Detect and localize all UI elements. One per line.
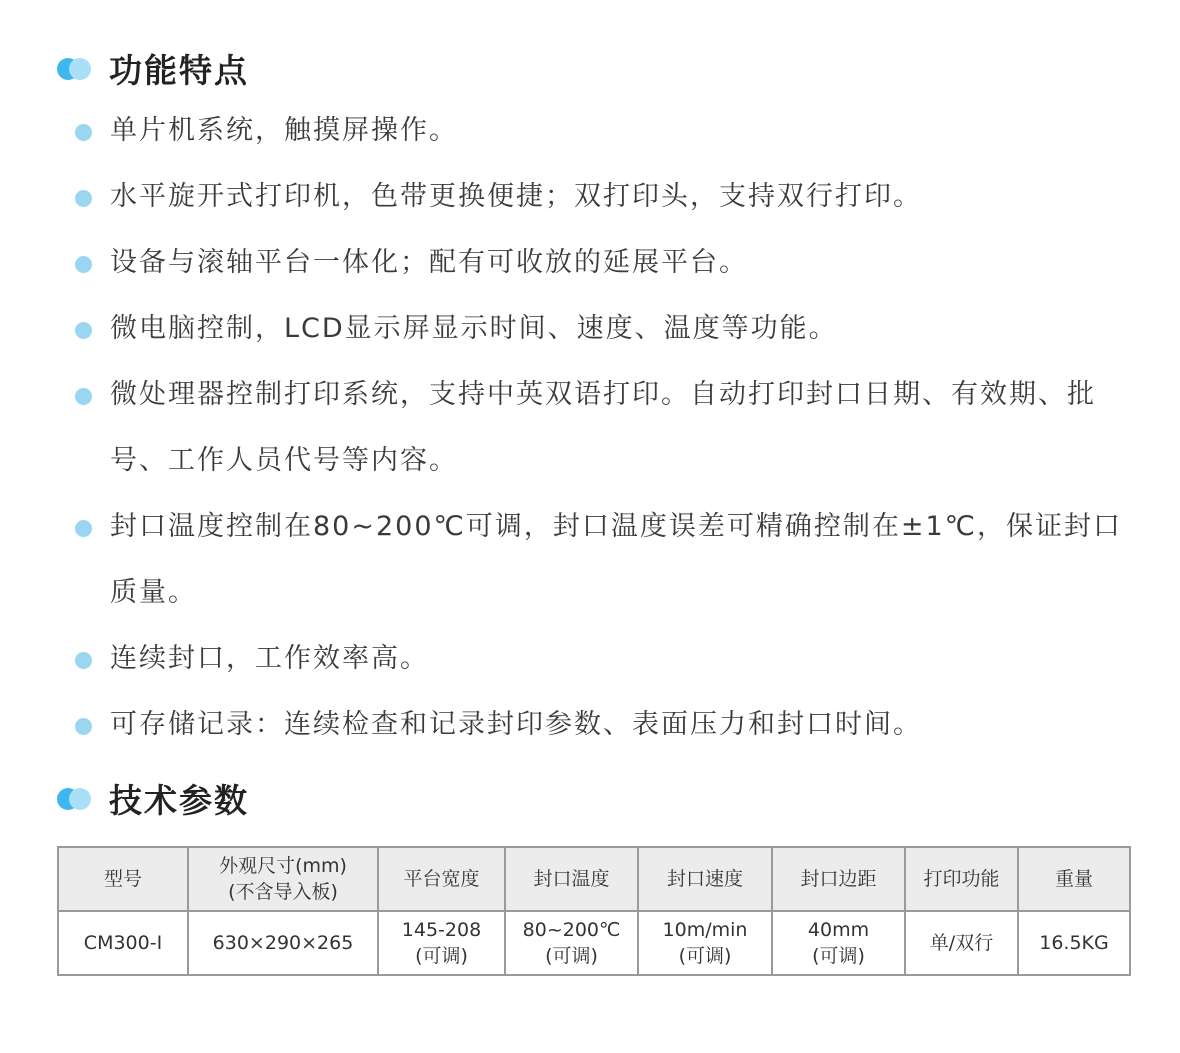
cell-model: CM300-Ⅰ (58, 911, 188, 975)
feature-list (75, 98, 1135, 758)
list-bullet-icon (75, 124, 92, 141)
specs-section-title: 技术参数 (109, 781, 249, 820)
section-bullet-icon (57, 58, 95, 80)
cell-seal-margin: 40mm (可调) (772, 911, 905, 975)
header-print-function: 打印功能 (905, 847, 1018, 911)
cell-platform-width: 145-208 (可调) (378, 911, 505, 975)
specs-section-header (57, 775, 249, 822)
list-item (75, 164, 1135, 230)
feature-text: 连续封口，工作效率高。 (110, 643, 429, 674)
feature-text: 设备与滚轴平台一体化；配有可收放的延展平台。 (110, 247, 748, 278)
header-platform-width: 平台宽度 (378, 847, 505, 911)
feature-text: 微处理器控制打印系统，支持中英双语打印。自动打印封口日期、有效期、批号、工作人员代号等内容。 (110, 379, 1096, 476)
section-bullet-icon (57, 788, 95, 810)
list-item (75, 230, 1135, 296)
table-row (58, 911, 1130, 975)
list-bullet-icon (75, 520, 92, 537)
header-weight: 重量 (1018, 847, 1130, 911)
spec-table (57, 846, 1131, 976)
features-section-title: 功能特点 (109, 51, 249, 90)
feature-text: 可存储记录：连续检查和记录封印参数、表面压力和封口时间。 (110, 709, 922, 740)
cell-seal-speed: 10m/min (可调) (638, 911, 772, 975)
cell-weight: 16.5KG (1018, 911, 1130, 975)
list-bullet-icon (75, 190, 92, 207)
list-item (75, 494, 1135, 626)
list-bullet-icon (75, 388, 92, 405)
list-item (75, 98, 1135, 164)
list-bullet-icon (75, 652, 92, 669)
cell-seal-temperature: 80~200℃ (可调) (505, 911, 638, 975)
features-section-header (57, 45, 249, 92)
feature-text: 封口温度控制在80~200℃可调，封口温度误差可精确控制在±1℃，保证封口质量。 (110, 511, 1122, 608)
list-item (75, 692, 1135, 758)
table-header-row (58, 847, 1130, 911)
feature-text: 微电脑控制，LCD显示屏显示时间、速度、温度等功能。 (110, 313, 838, 344)
list-bullet-icon (75, 256, 92, 273)
feature-text: 单片机系统，触摸屏操作。 (110, 115, 458, 146)
header-seal-margin: 封口边距 (772, 847, 905, 911)
list-bullet-icon (75, 718, 92, 735)
header-dimensions: 外观尺寸(mm) (不含导入板) (188, 847, 378, 911)
header-seal-speed: 封口速度 (638, 847, 772, 911)
list-item (75, 362, 1135, 494)
list-item (75, 296, 1135, 362)
cell-dimensions: 630×290×265 (188, 911, 378, 975)
header-model: 型号 (58, 847, 188, 911)
cell-print-function: 单/双行 (905, 911, 1018, 975)
list-item (75, 626, 1135, 692)
header-seal-temperature: 封口温度 (505, 847, 638, 911)
feature-text: 水平旋开式打印机，色带更换便捷；双打印头，支持双行打印。 (110, 181, 922, 212)
list-bullet-icon (75, 322, 92, 339)
